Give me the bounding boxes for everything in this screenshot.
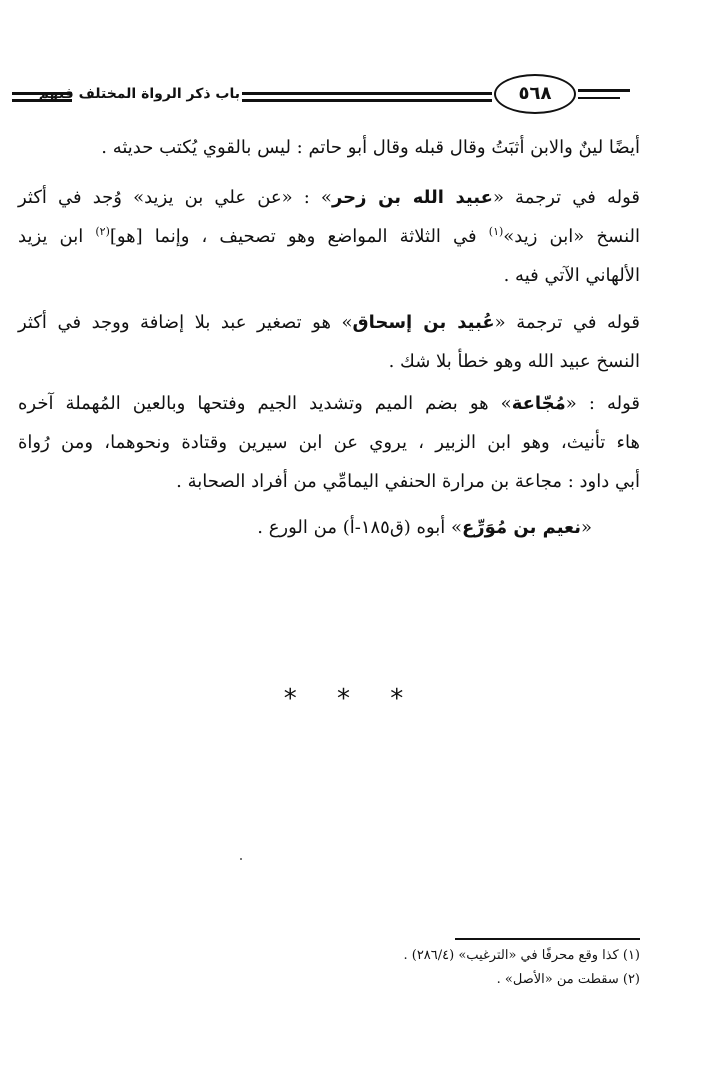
text-run: ابن يزيد (18, 226, 96, 247)
narrator-name: مُجّاعة (511, 393, 566, 414)
narrator-name: عبيد الله بن زحر (331, 187, 493, 208)
paragraph-3 (18, 303, 640, 381)
text-run: النسخ «ابن زيد» (503, 226, 640, 247)
text-run: » أبوه (ق١٨٥-أ) من الورع . (257, 517, 463, 538)
scan-speck (240, 858, 242, 860)
footnote-rule (455, 938, 640, 940)
running-title: باب ذكر الرواة المختلف فيهم (38, 86, 240, 102)
paragraph-5 (18, 508, 640, 547)
text-line: النسخ عبيد الله وهو خطأ بلا شك . (388, 351, 640, 372)
text-run: قوله في ترجمة « (494, 312, 641, 333)
section-separator: * * * (283, 684, 420, 714)
header-rule (578, 89, 630, 92)
text-run: « (580, 517, 592, 538)
footnote-1: (١) كذا وقع محرفًا في «الترغيب» (٢٨٦/٤) . (403, 948, 640, 963)
header-rule (242, 92, 492, 95)
header-rule (578, 97, 620, 99)
footnote-marker: (٢) (95, 225, 110, 238)
footnotes (200, 944, 640, 992)
running-header (0, 70, 703, 126)
paragraph-1 (18, 128, 640, 167)
text-line (18, 508, 592, 547)
footnote-2: (٢) سقطت من «الأصل» . (496, 972, 640, 987)
paragraph-4 (18, 384, 640, 501)
text-line: أبي داود : مجاعة بن مرارة الحنفي اليمامِّي من أفراد الصحابة . (176, 471, 640, 492)
text-run: في الثلاثة المواضع وهو تصحيف ، وإنما [هو] (109, 226, 489, 247)
footnote-marker: (١) (488, 225, 504, 238)
narrator-name: نعيم بن مُوَرِّع (462, 517, 581, 538)
narrator-name: عُبيد بن إسحاق (352, 312, 495, 333)
text-line (18, 303, 640, 342)
header-rule (242, 99, 492, 102)
text-run: » : «عن علي بن يزيد» وُجد في أكثر (18, 187, 332, 208)
text-line (18, 217, 640, 256)
text-run: » هو تصغير عبد بلا إضافة ووجد في أكثر (18, 312, 353, 333)
text-line (18, 384, 640, 423)
text-line: الألهاني الآتي فيه . (503, 265, 640, 286)
text-run: قوله : « (565, 393, 641, 414)
paragraph-2 (18, 178, 640, 295)
text-line (18, 178, 640, 217)
text-line: هاء تأنيث، وهو ابن الزبير ، يروي عن ابن سيرين وقتادة ونحوهما، ومن رُواة (18, 432, 640, 453)
page-number: ٥٦٨ (494, 74, 576, 114)
text-run: قوله في ترجمة « (492, 187, 641, 208)
text-run: » هو بضم الميم وتشديد الجيم وفتحها وبالعين المُهملة آخره (18, 393, 512, 414)
text-line: أيضًا لينٌ والابن أثبَتُ وقال قبله وقال أبو حاتم : ليس بالقوي يُكتب حديثه . (101, 137, 640, 158)
